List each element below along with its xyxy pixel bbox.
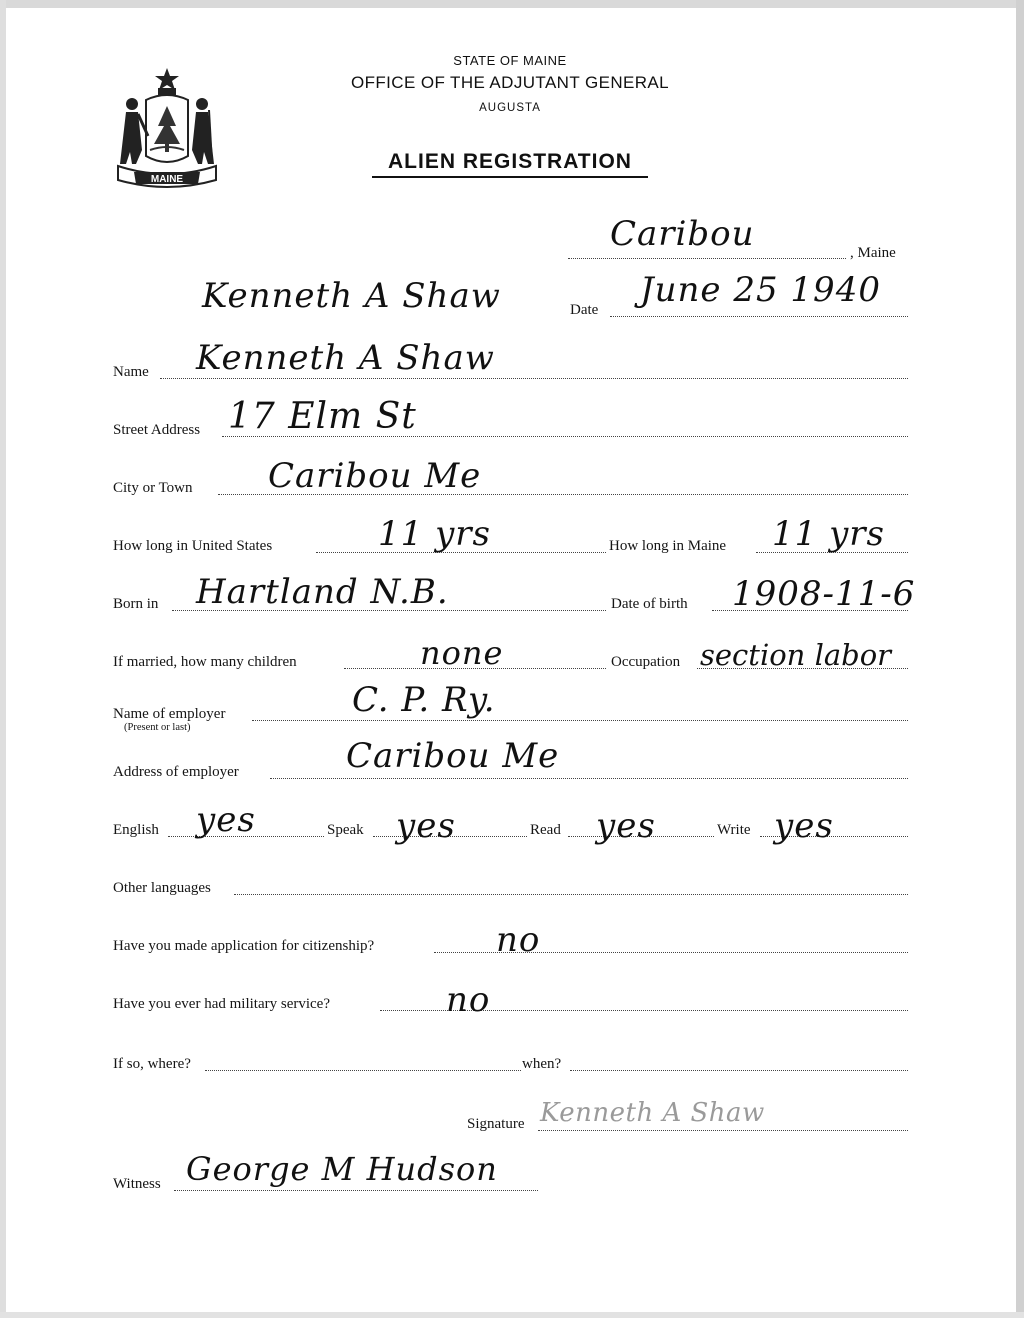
employer-address-handwritten: Caribou Me <box>346 736 560 776</box>
witness-line <box>174 1190 538 1191</box>
where-label: If so, where? <box>113 1056 191 1072</box>
street-label: Street Address <box>113 422 201 438</box>
citizenship-handwritten: no <box>496 920 541 960</box>
scan-border-top <box>0 0 1024 8</box>
place-line <box>568 258 846 259</box>
date-handwritten: June 25 1940 <box>640 270 881 310</box>
witness-label: Witness <box>113 1176 161 1192</box>
other-languages-line <box>234 894 908 895</box>
state-seal-icon <box>112 64 222 190</box>
us-label: How long in United States <box>113 538 273 554</box>
signature-line <box>538 1130 908 1131</box>
dob-handwritten: 1908-11-6 <box>732 574 916 614</box>
header-state: STATE OF MAINE <box>453 53 567 68</box>
employer-address-line <box>270 778 908 779</box>
header-city: AUGUSTA <box>479 102 541 114</box>
place-handwritten: Caribou <box>610 214 755 254</box>
street-handwritten: 17 Elm St <box>228 396 417 437</box>
born-handwritten: Hartland N.B. <box>196 572 449 612</box>
top-name-handwritten: Kenneth A Shaw <box>202 276 501 316</box>
svg-text:MAINE: MAINE <box>150 174 184 185</box>
write-handwritten: yes <box>774 806 834 846</box>
military-label: Have you ever had military service? <box>113 996 330 1012</box>
city-handwritten: Caribou Me <box>268 456 482 496</box>
signature-handwritten: Kenneth A Shaw <box>540 1098 765 1128</box>
english-label: English <box>113 822 159 838</box>
name-handwritten: Kenneth A Shaw <box>196 338 495 378</box>
citizenship-label: Have you made application for citizenship? <box>113 938 375 954</box>
us-handwritten: 11 yrs <box>378 514 491 554</box>
signature-label: Signature <box>467 1116 525 1132</box>
born-label: Born in <box>113 596 159 612</box>
employer-label: Name of employer <box>113 706 226 722</box>
english-handwritten: yes <box>196 800 256 840</box>
employer-note: (Present or last) <box>124 722 191 733</box>
married-label: If married, how many children <box>113 654 297 670</box>
read-handwritten: yes <box>596 806 656 846</box>
scan-border-bottom <box>0 1312 1024 1318</box>
other-languages-label: Other languages <box>113 880 211 896</box>
speak-handwritten: yes <box>396 806 456 846</box>
military-handwritten: no <box>446 980 491 1020</box>
city-label: City or Town <box>113 480 193 496</box>
name-label: Name <box>113 364 149 380</box>
maine-label: , Maine <box>850 245 896 261</box>
write-label: Write <box>717 822 751 838</box>
speak-label: Speak <box>327 822 364 838</box>
where-line <box>205 1070 521 1071</box>
title-underline <box>372 176 648 178</box>
form-title: ALIEN REGISTRATION <box>388 150 632 173</box>
occupation-label: Occupation <box>611 654 681 670</box>
scan-border-left <box>0 0 6 1318</box>
when-line <box>570 1070 908 1071</box>
children-handwritten: none <box>420 634 504 672</box>
scan-border-right <box>1016 0 1024 1318</box>
when-label: when? <box>522 1056 562 1072</box>
maine-long-handwritten: 11 yrs <box>772 514 885 554</box>
occupation-handwritten: section labor <box>700 638 892 672</box>
employer-line <box>252 720 908 721</box>
name-line <box>160 378 908 379</box>
dob-label: Date of birth <box>611 596 688 612</box>
witness-handwritten: George M Hudson <box>186 1150 498 1188</box>
employer-handwritten: C. P. Ry. <box>352 680 496 720</box>
read-label: Read <box>530 822 561 838</box>
employer-address-label: Address of employer <box>113 764 239 780</box>
date-line <box>610 316 908 317</box>
maine-long-label: How long in Maine <box>609 538 727 554</box>
date-label: Date <box>570 302 599 318</box>
header-office: OFFICE OF THE ADJUTANT GENERAL <box>350 73 670 92</box>
